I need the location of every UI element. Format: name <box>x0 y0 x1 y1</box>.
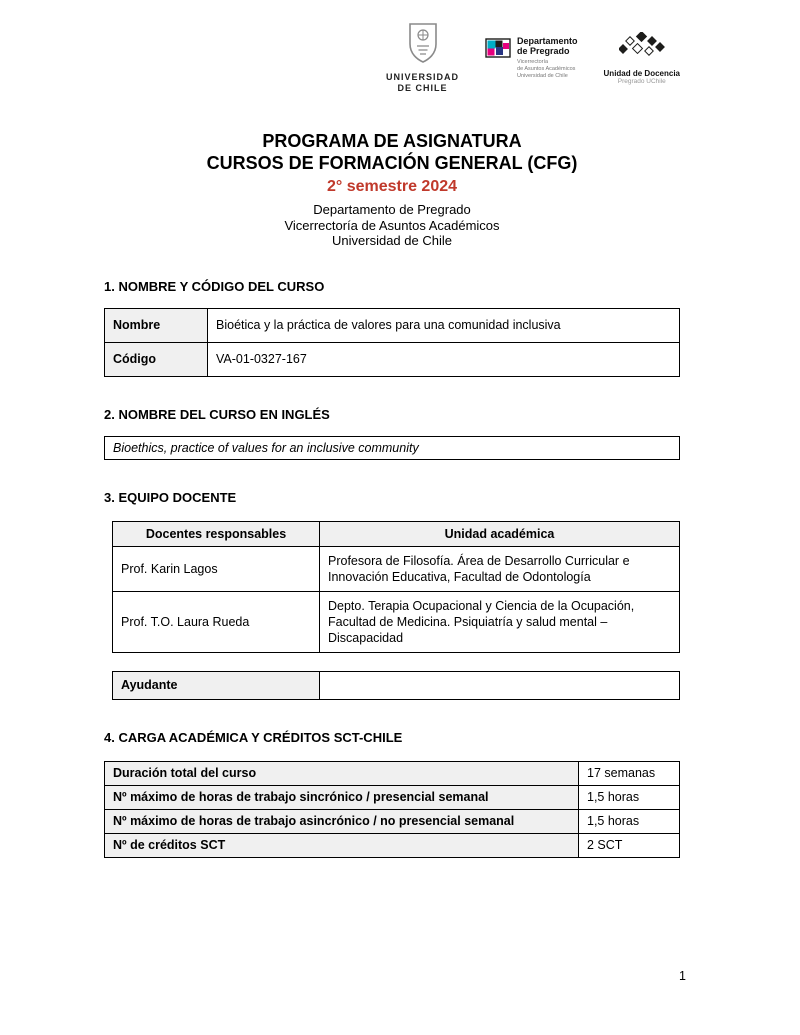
field-value-nombre: Bioética y la práctica de valores para una comunidad inclusiva <box>208 308 680 342</box>
pregrado-logo-sub1: Vicerrectoría <box>517 59 549 65</box>
header-university: Universidad de Chile <box>332 233 452 248</box>
table-row <box>113 591 680 652</box>
credits-row-label: Nº máximo de horas de trabajo sincrónico / presencial semanal <box>105 785 579 809</box>
table-row <box>105 342 680 376</box>
uchile-logo-line2: DE CHILE <box>397 83 448 93</box>
english-course-name: Bioethics, practice of values for an inclusive community <box>105 436 680 459</box>
pregrado-logo-title1: Departamento <box>517 36 578 46</box>
section-1-heading: 1. NOMBRE Y CÓDIGO DEL CURSO <box>104 278 325 294</box>
credits-row-value: 17 semanas <box>579 761 680 785</box>
credits-table <box>104 761 680 858</box>
table-row <box>105 436 680 459</box>
header-vicerrectoria: Vicerrectoría de Asuntos Académicos <box>284 217 500 233</box>
docencia-logo <box>604 32 680 86</box>
teacher-unit: Depto. Terapia Ocupacional y Ciencia de la Ocupación, Facultad de Medicina. Psiquiatría y salud mental – Discapacidad <box>320 591 680 652</box>
table-row <box>113 671 680 699</box>
teaching-team-table <box>112 521 680 653</box>
credits-row-value: 2 SCT <box>579 833 680 857</box>
teacher-unit: Profesora de Filosofía. Área de Desarrollo Curricular e Innovación Educativa, Facultad de Odontología <box>320 546 680 591</box>
pregrado-logo-sub2: de Asuntos Académicos <box>517 66 576 72</box>
section-3-heading: 3. EQUIPO DOCENTE <box>104 489 237 505</box>
column-header-unidad: Unidad académica <box>320 521 680 546</box>
assistant-label: Ayudante <box>113 671 320 699</box>
docencia-logo-title: Unidad de Docencia <box>603 69 680 78</box>
document-header <box>104 130 680 249</box>
document-title-line2: CURSOS DE FORMACIÓN GENERAL (CFG) <box>206 153 578 173</box>
credits-row-value: 1,5 horas <box>579 785 680 809</box>
university-shield-icon <box>406 22 440 69</box>
table-row <box>105 833 680 857</box>
uchile-logo-line1: UNIVERSIDAD <box>386 72 460 82</box>
teacher-name: Prof. T.O. Laura Rueda <box>113 591 320 652</box>
field-label-nombre: Nombre <box>105 308 208 342</box>
assistant-table <box>112 671 680 700</box>
pixel-flag-icon <box>485 36 511 67</box>
section-2-heading: 2. NOMBRE DEL CURSO EN INGLÉS <box>104 406 330 422</box>
credits-row-label: Nº de créditos SCT <box>105 833 579 857</box>
teacher-name: Prof. Karin Lagos <box>113 546 320 591</box>
table-row <box>105 809 680 833</box>
credits-row-label: Nº máximo de horas de trabajo asincrónico / no presencial semanal <box>105 809 579 833</box>
pregrado-logo-text <box>517 36 578 80</box>
english-name-table <box>104 436 680 460</box>
semester-subtitle: 2° semestre 2024 <box>326 178 458 195</box>
docencia-logo-sub: Pregrado UChile <box>617 78 666 85</box>
table-row <box>105 308 680 342</box>
header-department: Departamento de Pregrado <box>313 202 471 217</box>
section-4-heading: 4. CARGA ACADÉMICA Y CRÉDITOS SCT-CHILE <box>104 729 403 745</box>
course-name-code-table <box>104 308 680 377</box>
table-header-row <box>113 521 680 546</box>
table-row <box>105 761 680 785</box>
uchile-logo <box>386 22 459 94</box>
credits-row-label: Duración total del curso <box>105 761 579 785</box>
table-row <box>113 546 680 591</box>
pregrado-logo-sub3: Universidad de Chile <box>517 73 568 79</box>
logo-strip <box>104 10 680 102</box>
assistant-value <box>320 671 680 699</box>
table-row <box>105 785 680 809</box>
credits-row-value: 1,5 horas <box>579 809 680 833</box>
column-header-docentes: Docentes responsables <box>113 521 320 546</box>
document-title-line1: PROGRAMA DE ASIGNATURA <box>262 131 522 151</box>
pregrado-logo-title2: de Pregrado <box>517 46 570 56</box>
field-label-codigo: Código <box>105 342 208 376</box>
pregrado-logo <box>485 36 578 80</box>
field-value-codigo: VA-01-0327-167 <box>208 342 680 376</box>
diamond-cluster-icon <box>619 32 665 65</box>
page-number: 1 <box>679 969 686 983</box>
